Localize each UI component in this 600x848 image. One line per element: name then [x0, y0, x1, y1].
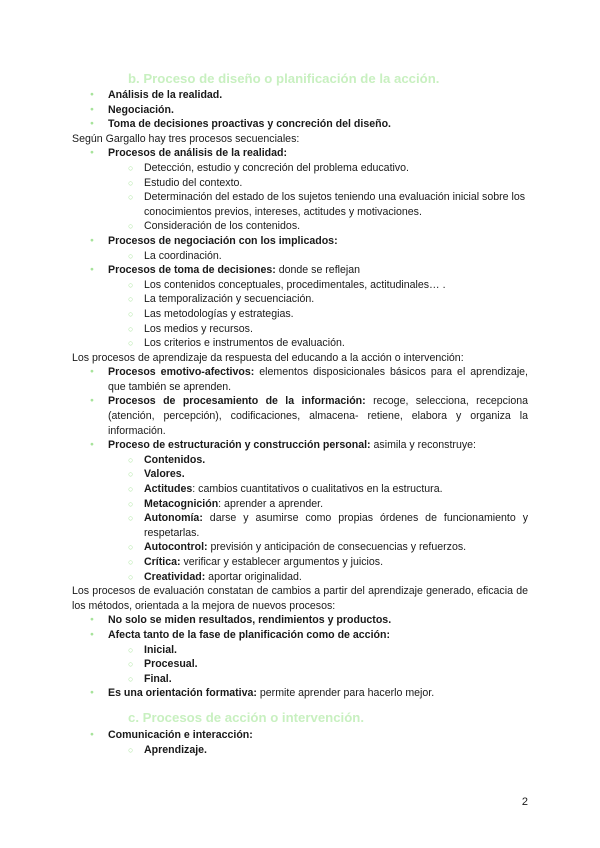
list-item: ○ Inicial. — [108, 643, 528, 658]
list-item: ○ Los criterios e instrumentos de evaluación. — [108, 336, 528, 351]
list-item: ● Es una orientación formativa: permite aprender para hacerlo mejor. — [72, 686, 528, 701]
list-item: ○ La coordinación. — [108, 249, 528, 264]
list-item: ○ Contenidos. — [108, 453, 528, 468]
action-list — [72, 728, 528, 757]
list-item: ○ Consideración de los contenidos. — [108, 219, 528, 234]
learning-list — [72, 365, 528, 584]
list-item: ○ Creatividad: aportar originalidad. — [108, 570, 528, 585]
list-item: ● Procesos de toma de decisiones: donde se reflejan ○ Los contenidos conceptuales, procedimentales, actitudinales… . ○ La temporalización y secuenciación. ○ Las metodologías y estrategias. ○ Los medios y recursos. ○ Los criterios e instrumentos de evaluación. — [72, 263, 528, 351]
list-item: ● Proceso de estructuración y construcción personal: asimila y reconstruye: ○ Contenidos. ○ Valores. ○ Actitudes: cambios cuantitativos o cualitativos en la estructura. ○ Metacognición: aprender a aprender. ○ Autonomía: darse y asumirse como propias órdenes de funcionamiento y respetarlas. ○ Autocontrol: previsión y anticipación de consecuencias y refuerzos. ○ Crítica: verificar y establecer argumentos y juicios. ○ Creatividad: aportar originalidad. — [72, 438, 528, 584]
list-item: ○ Aprendizaje. — [108, 743, 528, 758]
list-item: ○ Actitudes: cambios cuantitativos o cualitativos en la estructura. — [108, 482, 528, 497]
list-item: ○ Valores. — [108, 467, 528, 482]
list-item: ○ Autocontrol: previsión y anticipación de consecuencias y refuerzos. — [108, 540, 528, 555]
page-number: 2 — [521, 796, 528, 808]
list-item: ● Análisis de la realidad. — [72, 88, 528, 103]
section-heading-c: c. Procesos de acción o intervención. — [128, 709, 364, 725]
list-item: ○ Determinación del estado de los sujetos teniendo una evaluación inicial sobre los conocimientos previos, intereses, actitudes y motivaciones. — [108, 190, 528, 219]
evaluation-paragraph: Los procesos de evaluación constatan de cambios a partir del aprendizaje generado, eficacia de los métodos, orientada a la mejora de nuevos procesos: — [72, 585, 528, 612]
list-item: ○ La temporalización y secuenciación. — [108, 292, 528, 307]
gargallo-list — [72, 146, 528, 350]
learning-paragraph: Los procesos de aprendizaje da respuesta del educando a la acción o intervención: — [72, 351, 464, 364]
evaluation-list — [72, 613, 528, 701]
list-item: ○ Detección, estudio y concreción del problema educativo. — [108, 161, 528, 176]
list-item: ○ Final. — [108, 672, 528, 687]
list-item: ● Toma de decisiones proactivas y concreción del diseño. — [72, 117, 528, 132]
list-item: ● No solo se miden resultados, rendimientos y productos. — [72, 613, 528, 628]
list-item: ● Procesos emotivo-afectivos: elementos disposicionales básicos para el aprendizaje, que también se aprenden. — [72, 365, 528, 394]
design-steps-list — [72, 88, 528, 132]
list-item: ○ Estudio del contexto. — [108, 176, 528, 191]
list-item: ○ Procesual. — [108, 657, 528, 672]
list-item: ● Negociación. — [72, 103, 528, 118]
list-item: ● Procesos de negociación con los implicados: ○ La coordinación. — [72, 234, 528, 263]
gargallo-paragraph: Según Gargallo hay tres procesos secuenciales: — [72, 132, 300, 145]
list-item: ● Procesos de análisis de la realidad: ○ Detección, estudio y concreción del problema educativo. ○ Estudio del contexto. ○ Determinación del estado de los sujetos teniendo una evaluación inicial sobre los conocimientos previos, intereses, actitudes y motivaciones. ○ Consideración de los contenidos. — [72, 146, 528, 234]
list-item: ● Comunicación e interacción: ○ Aprendizaje. — [72, 728, 528, 757]
list-item: ● Procesos de procesamiento de la información: recoge, selecciona, recepciona (atención, percepción), codificaciones, almacena- retiene, elabora y organiza la información. — [72, 394, 528, 438]
document-page — [72, 70, 528, 757]
list-item: ○ Crítica: verificar y establecer argumentos y juicios. — [108, 555, 528, 570]
section-heading-b: b. Proceso de diseño o planificación de la acción. — [128, 71, 440, 86]
list-item: ○ Metacognición: aprender a aprender. — [108, 497, 528, 512]
list-item: ● Afecta tanto de la fase de planificación como de acción: ○ Inicial. ○ Procesual. ○ Final. — [72, 628, 528, 686]
list-item: ○ Los contenidos conceptuales, procedimentales, actitudinales… . — [108, 278, 528, 293]
list-item: ○ Los medios y recursos. — [108, 322, 528, 337]
list-item: ○ Las metodologías y estrategias. — [108, 307, 528, 322]
list-item: ○ Autonomía: darse y asumirse como propias órdenes de funcionamiento y respetarlas. — [108, 511, 528, 540]
